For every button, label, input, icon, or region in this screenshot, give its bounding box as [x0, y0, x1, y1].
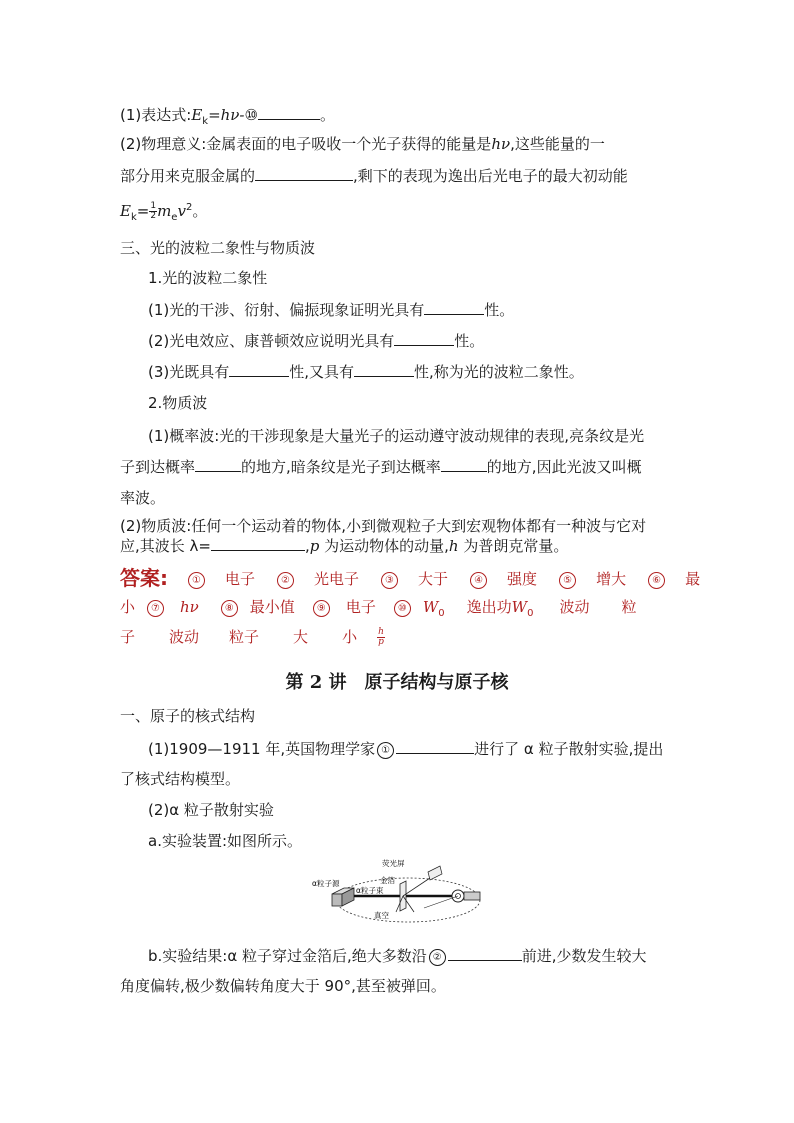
- formula-h: h: [448, 537, 459, 555]
- period: 。: [319, 106, 335, 124]
- label-vacuum: 真空: [374, 911, 389, 920]
- answer-w0-sub: 0: [438, 608, 445, 619]
- formula-v: v: [177, 202, 186, 220]
- matter-wave-line1: (2)物质波:任何一个运动着的物体,小到微观粒子大到宏观物体都有一种波与它对: [120, 517, 647, 535]
- answer-number: ⑩: [394, 600, 411, 617]
- answer-text: 波动: [559, 598, 590, 616]
- answer-hv: hν: [180, 598, 199, 616]
- subheading-wave-particle: 1.光的波粒二象性: [148, 269, 268, 287]
- text: (2)物理意义:金属表面的电子吸收一个光子获得的能量是: [120, 135, 492, 153]
- answer-text: 电子: [345, 598, 376, 616]
- text: b.实验结果:α 粒子穿过金箔后,绝大多数沿: [148, 947, 427, 965]
- blank-small: [441, 456, 487, 472]
- nuclear-model-line2: 了核式结构模型。: [120, 770, 241, 788]
- text: 性,称为光的波粒二象性。: [414, 363, 584, 381]
- alpha-experiment-heading: (2)α 粒子散射实验: [148, 801, 274, 819]
- text: 的地方,暗条纹是光子到达概率: [241, 458, 441, 476]
- answer-text: 大于: [418, 570, 449, 588]
- text: (3)光既具有: [148, 363, 230, 381]
- answer-number: ⑥: [648, 572, 665, 589]
- answer-text: 强度: [507, 570, 538, 588]
- blank-particle-2: [354, 361, 414, 377]
- physical-meaning-line2: [120, 165, 628, 186]
- blank-number: ⑩: [244, 106, 258, 124]
- label-gold-foil: 金箔: [380, 876, 395, 885]
- answer-text: 子: [120, 628, 136, 646]
- answers-label: 答案:: [120, 566, 168, 590]
- answer-text: 小: [342, 628, 358, 646]
- label-alpha-beam: α粒子束: [356, 886, 384, 895]
- blank-wave: [424, 299, 484, 315]
- text: 性。: [484, 301, 515, 319]
- formula-m: m: [157, 202, 172, 220]
- period: 。: [192, 202, 208, 220]
- answer-number: ④: [470, 572, 487, 589]
- experiment-result-line2: 角度偏转,极少数偏转角度大于 90°,甚至被弹回。: [120, 977, 446, 995]
- answer-text: 最小值: [249, 598, 295, 616]
- formula-ek: E: [120, 202, 131, 220]
- text: ,: [304, 537, 310, 555]
- text: ,这些能量的一: [510, 135, 605, 153]
- blank-number: ②: [429, 949, 446, 966]
- answer-w0: W: [422, 598, 439, 616]
- formula-ek-sub: k: [130, 212, 137, 223]
- answer-text: 逸出功: [466, 598, 512, 616]
- formula-m-sub: e: [171, 212, 178, 223]
- answer-text: 小: [120, 598, 136, 616]
- label-fluorescent-screen: 荧光屏: [382, 859, 405, 868]
- alpha-scattering-apparatus-figure: [310, 856, 488, 928]
- blank-particle: [394, 330, 454, 346]
- formula-hv: hν: [491, 135, 511, 153]
- answer-number: ⑨: [313, 600, 330, 617]
- expression-line: [120, 104, 335, 132]
- text: 进行了 α 粒子散射实验,提出: [474, 740, 664, 758]
- answer-h-over-p: [377, 628, 385, 647]
- experiment-setup: a.实验装置:如图所示。: [148, 832, 303, 850]
- source-box-front: [332, 894, 342, 906]
- answer-number: ⑧: [221, 600, 238, 617]
- answer-number: ③: [381, 572, 398, 589]
- text: 为运动物体的动量,: [319, 537, 449, 555]
- fraction-denominator: 2: [150, 211, 157, 221]
- text: (1)光的干涉、衍射、偏振现象证明光具有: [148, 301, 425, 319]
- rotation-arm: [424, 896, 458, 908]
- answer-number: ⑤: [559, 572, 576, 589]
- text: 子到达概率: [120, 458, 196, 476]
- probability-wave-line2: [120, 456, 642, 477]
- fraction-numerator: h: [378, 627, 384, 637]
- physical-meaning-line1: [120, 134, 605, 154]
- formula-v-sup: 2: [185, 202, 193, 213]
- expression-label: (1)表达式:: [120, 106, 192, 124]
- answers-row2: [120, 597, 636, 624]
- answer-number: ①: [188, 572, 205, 589]
- text: (1)1909—1911 年,英国物理学家: [148, 740, 376, 758]
- text: 前进,少数发生较大: [521, 947, 647, 965]
- blank-wavelength: [211, 535, 305, 551]
- matter-wave-line2: [120, 535, 568, 556]
- answer-w0-sub: 0: [527, 608, 534, 619]
- blank-work-function: [255, 165, 353, 181]
- formula-p: p: [309, 537, 320, 555]
- nuclear-model-line1: [148, 738, 663, 759]
- formula-ek-sub: k: [202, 116, 209, 127]
- text: 部分用来克服金属的: [120, 167, 256, 185]
- item-photoelectric: [148, 330, 484, 351]
- kinetic-energy-formula: [120, 198, 207, 228]
- answer-text: 粒: [621, 598, 637, 616]
- probability-wave-line3: 率波。: [120, 489, 166, 507]
- formula-rhs: =hν-: [208, 106, 245, 124]
- section-heading-3: 三、光的波粒二象性与物质波: [120, 239, 316, 257]
- text: 性。: [454, 332, 485, 350]
- answer-text: 最: [685, 570, 701, 588]
- fraction-half: [149, 202, 157, 221]
- blank-number: ①: [377, 742, 394, 759]
- fraction-denominator: p: [378, 637, 384, 647]
- answers-row3: [120, 627, 385, 647]
- answer-text: 增大: [596, 570, 627, 588]
- blank-rutherford: [396, 738, 474, 754]
- equals: =: [136, 202, 150, 220]
- answer-text: 大: [293, 628, 309, 646]
- microscope-tube: [464, 892, 480, 900]
- answer-w0: W: [511, 598, 528, 616]
- item-duality: [148, 361, 584, 382]
- answer-text: 电子: [225, 570, 256, 588]
- experiment-result-line1: [148, 945, 647, 966]
- label-alpha-source: α粒子源: [312, 879, 340, 888]
- answer-number: ⑦: [147, 600, 164, 617]
- text: ,剩下的表现为逸出后光电子的最大初动能: [353, 167, 628, 185]
- text: 性,又具有: [289, 363, 355, 381]
- blank-original-direction: [448, 945, 522, 961]
- blank-10: [258, 104, 320, 120]
- blank-wave-2: [229, 361, 289, 377]
- fluorescent-screen: [428, 866, 442, 880]
- text: (2)光电效应、康普顿效应说明光具有: [148, 332, 395, 350]
- fraction-numerator: 1: [150, 201, 157, 211]
- formula-ek: E: [191, 106, 203, 124]
- deflected-ray: [403, 878, 430, 896]
- probability-wave-line1: (1)概率波:光的干涉现象是大量光子的运动遵守波动规律的表现,亮条纹是光: [148, 427, 645, 445]
- answers-row1: [120, 565, 168, 591]
- blank-large: [195, 456, 241, 472]
- lecture-title: 第 2 讲 原子结构与原子核: [285, 672, 509, 693]
- answer-text: 波动: [169, 628, 200, 646]
- answer-text: 粒子: [229, 628, 260, 646]
- section-heading-1: 一、原子的核式结构: [120, 707, 256, 725]
- answer-text: 光电子: [314, 570, 360, 588]
- text: 应,其波长 λ=: [120, 537, 211, 555]
- answers-row1-items: [188, 569, 700, 589]
- text: 为普朗克常量。: [458, 537, 569, 555]
- text: 的地方,因此光波又叫概: [486, 458, 642, 476]
- answer-number: ②: [277, 572, 294, 589]
- item-interference: [148, 299, 514, 320]
- subheading-matter-wave: 2.物质波: [148, 394, 208, 412]
